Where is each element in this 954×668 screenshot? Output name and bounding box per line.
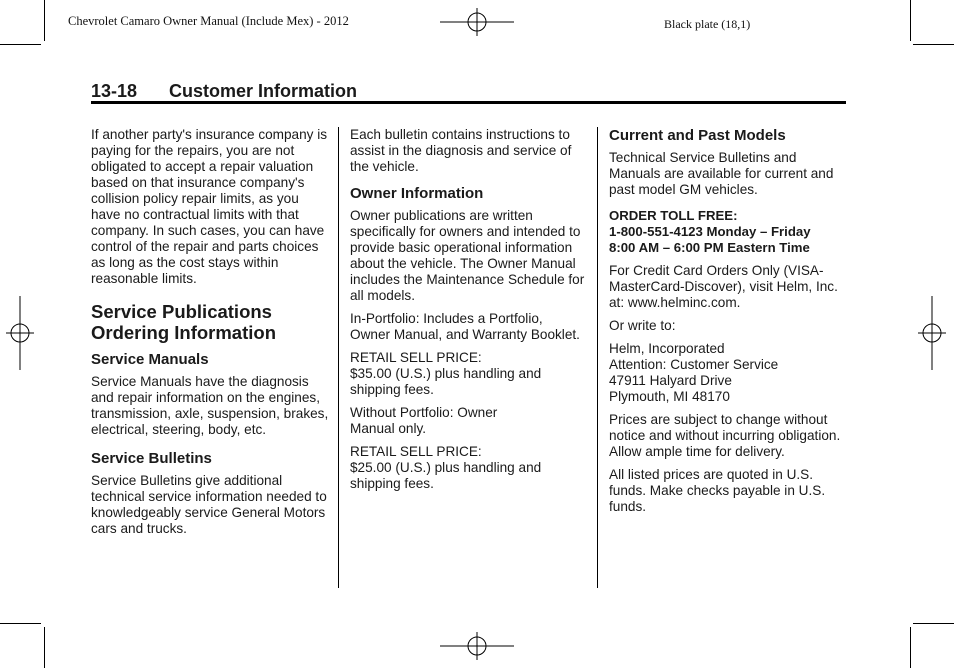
price-block-2 bbox=[350, 444, 586, 492]
registration-mark-right bbox=[918, 296, 946, 370]
column-1 bbox=[91, 127, 331, 543]
current-past-models-heading: Current and Past Models bbox=[609, 127, 786, 144]
portfolio-paragraph: In-Portfolio: Includes a Portfolio, Owner Manual, and Warranty Booklet. bbox=[350, 311, 580, 342]
crop-mark-bottom-right-horizontal bbox=[913, 623, 954, 624]
registration-mark-top bbox=[440, 8, 514, 36]
service-manuals-paragraph: Service Manuals have the diagnosis and repair information on the engines, transmission, axle, suspension, brakes, electrical, steering, body, etc. bbox=[91, 374, 329, 437]
crop-mark-bottom-left-horizontal bbox=[0, 623, 41, 624]
address-line-3: 47911 Halyard Drive bbox=[609, 373, 732, 388]
crop-mark-top-right-horizontal bbox=[913, 44, 954, 45]
price-label-1: RETAIL SELL PRICE: bbox=[350, 350, 482, 365]
bulletin-continuation-paragraph: Each bulletin contains instructions to assist in the diagnosis and service of the vehicle. bbox=[350, 127, 572, 174]
registration-mark-bottom bbox=[440, 632, 514, 660]
without-portfolio-paragraph: Without Portfolio: Owner Manual only. bbox=[350, 405, 498, 436]
order-line-2: 1-800-551-4123 Monday – Friday bbox=[609, 224, 811, 239]
owner-information-heading: Owner Information bbox=[350, 185, 484, 202]
service-bulletins-heading: Service Bulletins bbox=[91, 450, 212, 467]
price-label-2: RETAIL SELL PRICE: bbox=[350, 444, 482, 459]
crop-mark-top-right-vertical bbox=[910, 0, 911, 41]
service-manuals-heading: Service Manuals bbox=[91, 351, 209, 368]
price-text-1: $35.00 (U.S.) plus handling and shipping fees. bbox=[350, 366, 542, 397]
column-divider-1 bbox=[338, 127, 339, 588]
funds-paragraph: All listed prices are quoted in U.S. funds. Make checks payable in U.S. funds. bbox=[609, 467, 826, 514]
order-line-3: 8:00 AM – 6:00 PM Eastern Time bbox=[609, 240, 810, 255]
column-2 bbox=[350, 127, 586, 498]
credit-card-paragraph: For Credit Card Orders Only (VISA-MasterCard-Discover), visit Helm, Inc. at: www.helminc.com. bbox=[609, 263, 838, 310]
section-title: Customer Information bbox=[169, 81, 358, 101]
publications-heading: Service Publications Ordering Information bbox=[91, 301, 276, 343]
address-line-2: Attention: Customer Service bbox=[609, 357, 779, 372]
crop-mark-top-left-horizontal bbox=[0, 44, 41, 45]
insurance-paragraph: If another party's insurance company is paying for the repairs, you are not obligated to accept a repair valuation based on that insurance company's collision policy repair limits, as you have no contractual limits with that company. In such cases, you can have control of the repair and parts choices as long as the cost stays within reasonable limits. bbox=[91, 127, 328, 286]
prices-change-paragraph: Prices are subject to change without notice and without incurring obligation. Allow ample time for delivery. bbox=[609, 412, 841, 459]
manual-title: Chevrolet Camaro Owner Manual (Include Mex) - 2012 bbox=[68, 14, 349, 28]
column-divider-2 bbox=[597, 127, 598, 588]
address-line-1: Helm, Incorporated bbox=[609, 341, 725, 356]
page-number: 13-18 bbox=[91, 81, 138, 101]
address-line-4: Plymouth, MI 48170 bbox=[609, 389, 730, 404]
crop-mark-top-left-vertical bbox=[44, 0, 45, 41]
section-header bbox=[91, 79, 846, 105]
column-3 bbox=[609, 127, 849, 521]
crop-mark-bottom-left-vertical bbox=[44, 627, 45, 668]
price-text-2: $25.00 (U.S.) plus handling and shipping fees. bbox=[350, 460, 542, 491]
order-toll-free-block bbox=[609, 208, 849, 256]
registration-mark-left bbox=[6, 296, 34, 370]
order-line-1: ORDER TOLL FREE: bbox=[609, 208, 738, 223]
address-block bbox=[609, 341, 849, 405]
crop-mark-bottom-right-vertical bbox=[910, 627, 911, 668]
plate-label: Black plate (18,1) bbox=[664, 17, 751, 31]
section-rule bbox=[91, 101, 846, 104]
current-past-models-paragraph: Technical Service Bulletins and Manuals are available for current and past model GM vehicles. bbox=[609, 150, 834, 197]
price-block-1 bbox=[350, 350, 586, 398]
write-to-paragraph: Or write to: bbox=[609, 318, 676, 333]
service-bulletins-paragraph: Service Bulletins give additional technical service information needed to knowledgeably service General Motors cars and trucks. bbox=[91, 473, 327, 536]
owner-information-paragraph: Owner publications are written specifically for owners and intended to provide basic operational information about the vehicle. The Owner Manual includes the Maintenance Schedule for all models. bbox=[350, 208, 585, 303]
